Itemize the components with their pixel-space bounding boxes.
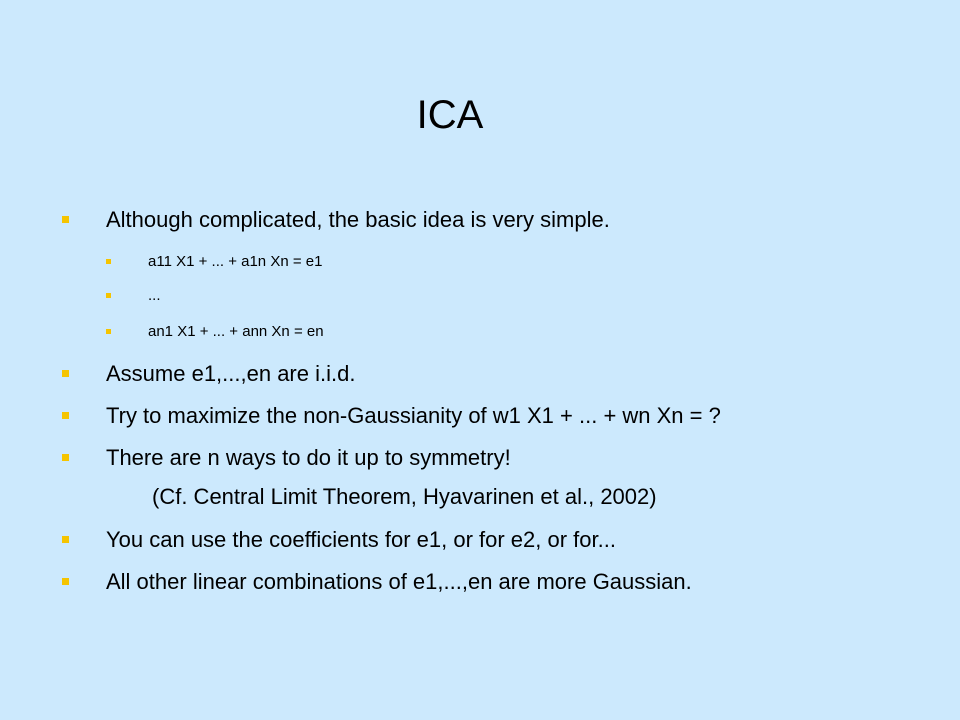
bullet-text: There are n ways to do it up to symmetry! [106, 445, 511, 470]
square-bullet-icon [62, 454, 69, 461]
square-bullet-icon [62, 412, 69, 419]
bullet-text: You can use the coefficients for e1, or for e2, or for... [106, 527, 616, 552]
square-bullet-icon [106, 329, 111, 334]
bullet-text: ... [148, 287, 161, 304]
square-bullet-icon [62, 216, 69, 223]
bullet-text: Assume e1,...,en are i.i.d. [106, 361, 356, 386]
square-bullet-icon [106, 259, 111, 264]
bullet-text: a11 X1 + ... + a1n Xn = e1 [148, 253, 323, 270]
bullet-text: All other linear combinations of e1,...,en are more Gaussian. [106, 569, 692, 594]
square-bullet-icon [62, 370, 69, 377]
bullet-text: an1 X1 + ... + ann Xn = en [148, 323, 324, 340]
slide-title: ICA [416, 93, 484, 137]
bullet-continuation: (Cf. Central Limit Theorem, Hyavarinen et al., 2002) [152, 484, 657, 509]
square-bullet-icon [62, 578, 69, 585]
bullet-text: Although complicated, the basic idea is very simple. [106, 207, 610, 232]
square-bullet-icon [106, 293, 111, 298]
square-bullet-icon [62, 536, 69, 543]
bullet-text: Try to maximize the non-Gaussianity of w1 X1 + ... + wn Xn = ? [106, 403, 721, 428]
